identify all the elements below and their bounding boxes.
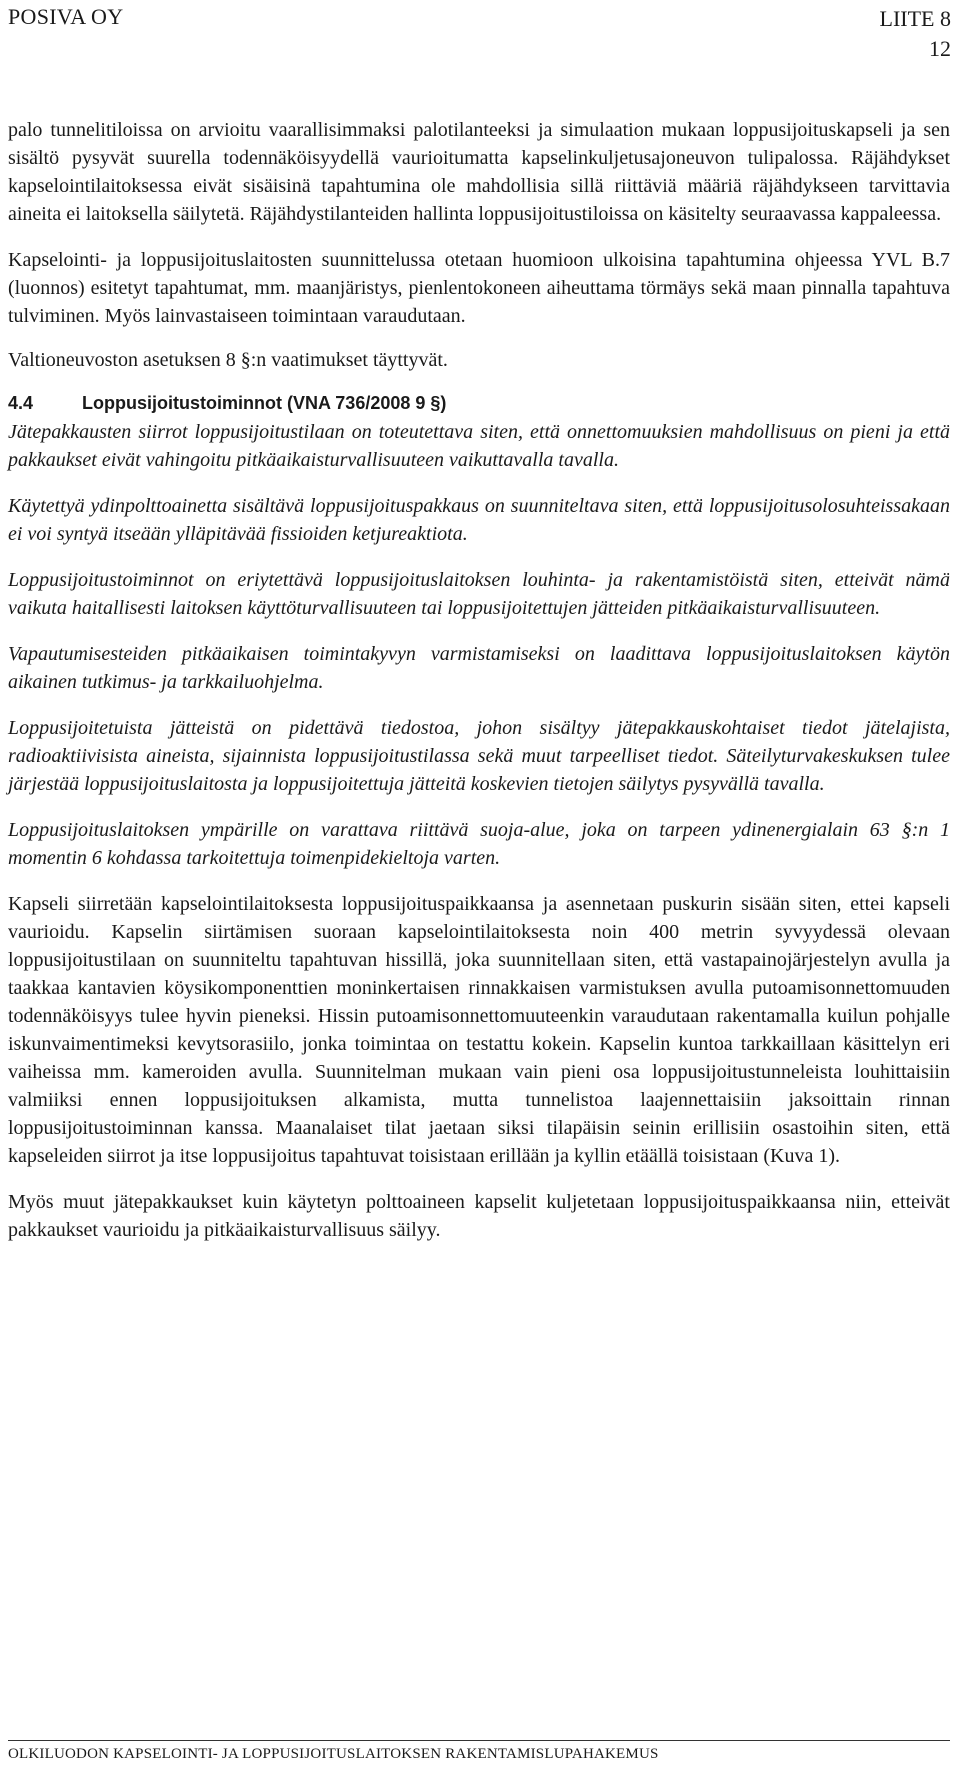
page-number: 12 <box>929 36 951 61</box>
appendix-label: LIITE 8 <box>879 6 951 31</box>
regulation-paragraph-2: Käytettyä ydinpolttoainetta sisältävä loppusijoituspakkaus on suunniteltava siten, että loppusijoitusolosuhteissakaan ei voi syntyä itseään ylläpitävää fissioiden ketjureaktiota. <box>8 495 950 545</box>
body-paragraph-1: palo tunnelitiloissa on arvioitu vaarallisimmaksi palotilanteeksi ja simulaation mukaan loppusijoituskapseli ja sen sisältö pysyvät suurella todennäköisyydellä vaurioitumatta kapselinkuljetusajoneuvon tulipalossa. Räjähdykset kapselointilaitoksessa eivät sisäisinä tapahtumina ole mahdollisia sillä riittäviä määriä räjähdykseen tarvittavia aineita ei laitoksella säilytetä. Räjähdystilanteiden hallinta loppusijoitustiloissa on käsitelty seuraavassa kappaleessa. <box>8 119 950 225</box>
section-title: Loppusijoitustoiminnot (VNA 736/2008 9 §) <box>82 393 447 413</box>
page-content <box>8 116 950 1244</box>
organization-name: POSIVA OY <box>8 4 124 29</box>
body-paragraph-4: Kapseli siirretään kapselointilaitoksesta loppusijoituspaikkaansa ja asennetaan puskurin sisään siten, ettei kapseli vaurioidu. Kapselin siirtämisen suoraan kapselointilaitoksesta noin 400 metrin syvyydessä olevaan loppusijoitustilaan on suunniteltu tapahtuvan hissillä, joka suunnitellaan siten, että vastapainojärjestelyn avulla ja taakkaa kantavien köysikomponenttien moninkertaisen rinnakkaisen varmistuksen avulla putoamisonnettomuuden todennäköisyys tulee hyvin pieneksi. Hissin putoamisonnettomuuteenkin varaudutaan rakentamalla kuilun pohjalle iskunvaimentimeksi kevytsorasiilo, jonka toimintaa on testattu kokein. Kapselin kuntoa tarkkaillaan käsittelyn eri vaiheissa mm. kameroiden avulla. Suunnitelman mukaan vain pieni osa loppusijoitustunneleista louhittaisiin valmiiksi ennen loppusijoituksen alkamista, mutta tunnelistoa laajennettaisiin jaksoittain rinnan loppusijoitustoiminnan kanssa. Maanalaiset tilat jaetaan siksi tilapäisin seinin erillisiin osastoihin siten, että kapseleiden siirrot ja itse loppusijoitus tapahtuvat toisistaan erillään ja kyllin etäällä toisistaan (Kuva 1). <box>8 893 950 1167</box>
regulation-paragraph-3: Loppusijoitustoiminnot on eriytettävä loppusijoituslaitoksen louhinta- ja rakentamistöistä siten, etteivät nämä vaikuta haitallisesti laitoksen käyttöturvallisuuteen tai loppusijoitettujen jätteiden pitkäaikaisturvallisuuteen. <box>8 569 950 619</box>
body-paragraph-5: Myös muut jätepakkaukset kuin käytetyn polttoaineen kapselit kuljetetaan loppusijoituspaikkaansa niin, etteivät pakkaukset vaurioidu ja pitkäaikaisturvallisuus säilyy. <box>8 1191 950 1241</box>
regulation-paragraph-4: Vapautumisesteiden pitkäaikaisen toimintakyvyn varmistamiseksi on laadittava loppusijoituslaitoksen käytön aikainen tutkimus- ja tarkkailuohjelma. <box>8 643 950 693</box>
regulation-paragraph-1: Jätepakkausten siirrot loppusijoitustilaan on toteutettava siten, että onnettomuuksien mahdollisuus on pieni ja että pakkaukset eivät vahingoitu pitkäaikaisturvallisuuteen vaikuttavalla tavalla. <box>8 421 950 471</box>
section-number: 4.4 <box>8 393 34 413</box>
appendix-label-block <box>880 4 951 64</box>
body-paragraph-2: Kapselointi- ja loppusijoituslaitosten suunnittelussa otetaan huomioon ulkoisina tapahtumina ohjeessa YVL B.7 (luonnos) esitetyt tapahtumat, mm. maanjäristys, pienlentokoneen aiheuttama törmäys sekä maan pinnalla tapahtuva tulviminen. Myös lainvastaiseen toimintaan varaudutaan. <box>8 249 950 327</box>
page-footer: OLKILUODON KAPSELOINTI- JA LOPPUSIJOITUSLAITOKSEN RAKENTAMISLUPAHAKEMUS <box>8 1740 950 1769</box>
regulation-paragraph-6: Loppusijoituslaitoksen ympärille on varattava riittävä suoja-alue, joka on tarpeen ydinenergialain 63 §:n 1 momentin 6 kohdassa tarkoitettuja toimenpidekieltoja varten. <box>8 819 950 869</box>
regulation-paragraph-5: Loppusijoitetuista jätteistä on pidettävä tiedostoa, johon sisältyy jätepakkauskohtaiset tiedot jätelajista, radioaktiivisista aineista, sijainnista loppusijoitustilassa sekä muut tarpeelliset tiedot. Säteilyturvakeskuksen tulee järjestää loppusijoituslaitosta ja loppusijoitettuja jätteitä koskevien tietojen säilytys pysyvällä tavalla. <box>8 717 950 795</box>
page-header <box>8 4 951 61</box>
body-paragraph-3: Valtioneuvoston asetuksen 8 §:n vaatimukset täyttyvät. <box>8 349 448 371</box>
section-heading <box>8 390 950 416</box>
